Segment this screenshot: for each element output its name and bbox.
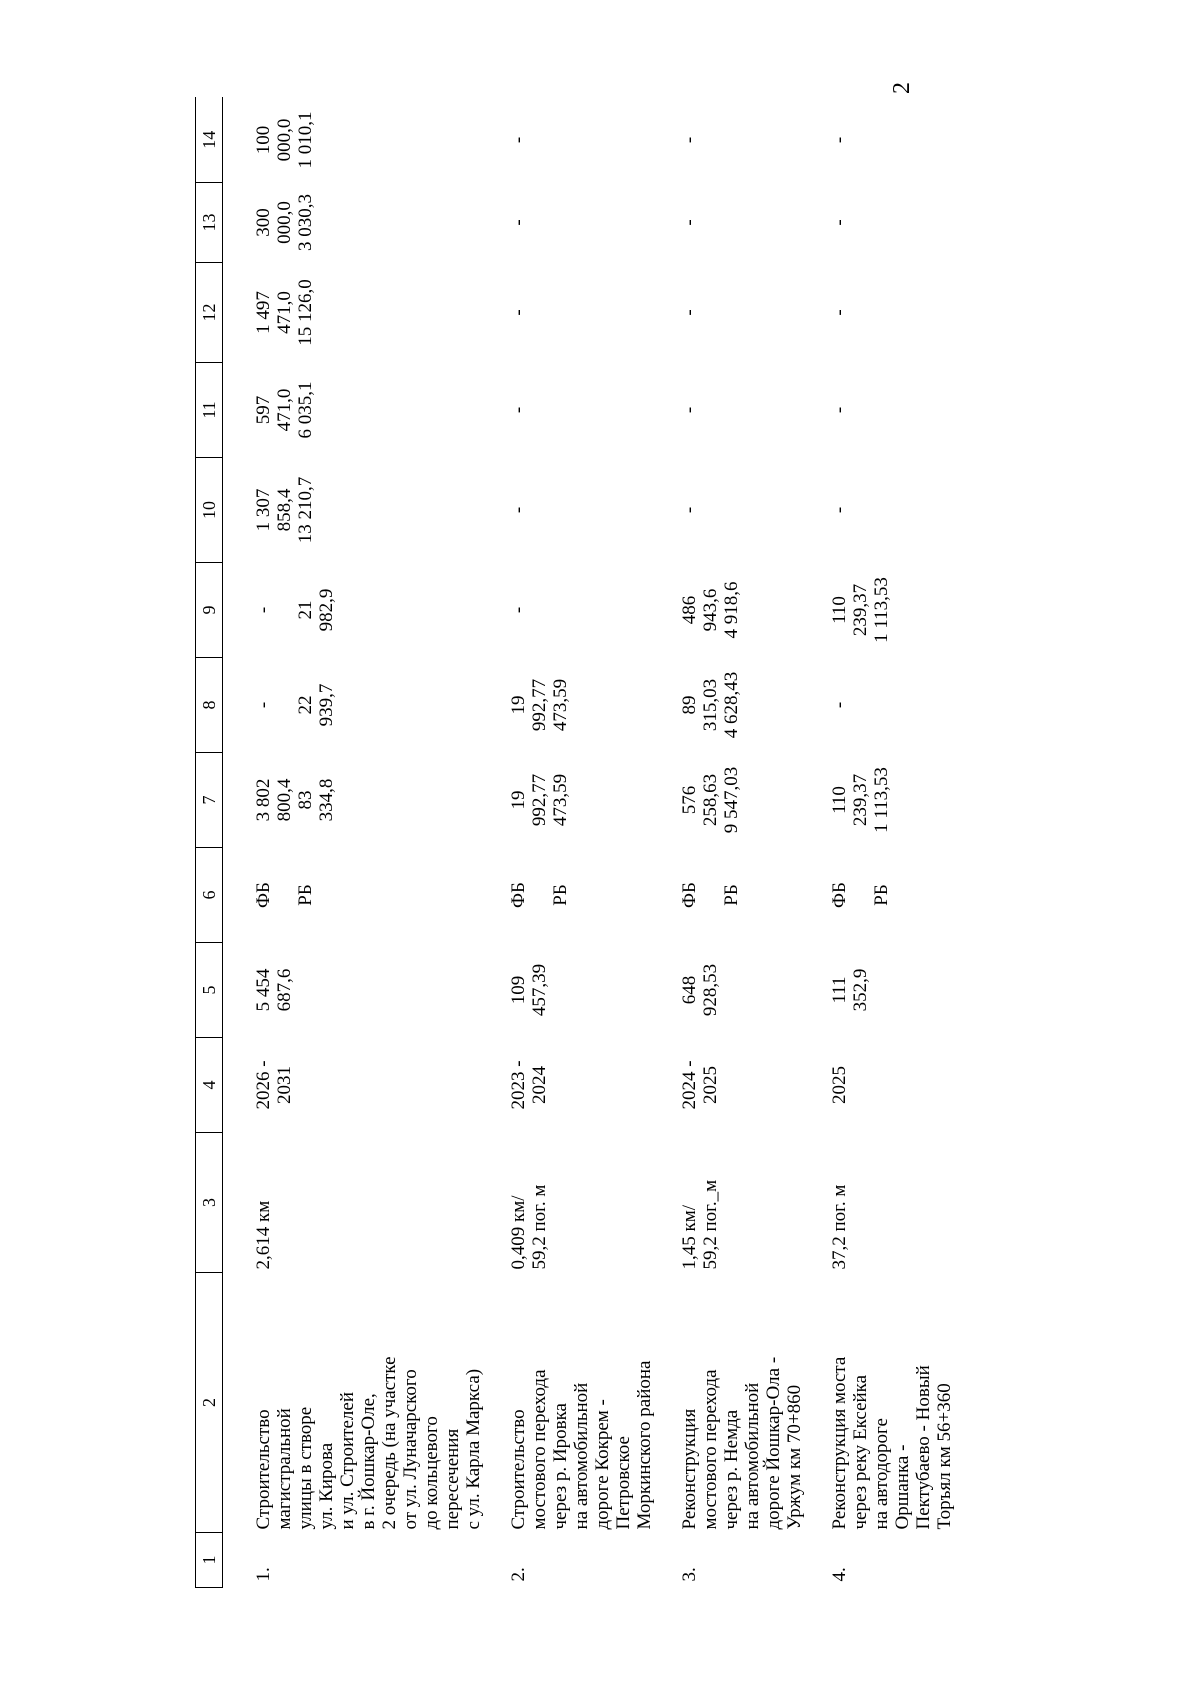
object-name-line: Петровское xyxy=(613,1436,634,1530)
construction-years-line: 2024 - xyxy=(679,1060,700,1110)
value-block xyxy=(550,101,592,180)
value-line: 239,37 xyxy=(850,583,871,637)
value-cell-c13 xyxy=(484,183,655,263)
value-line: 992,77 xyxy=(529,678,550,732)
value-block xyxy=(295,266,337,360)
value-line: 3 030,3 xyxy=(295,194,316,251)
value-block xyxy=(871,366,913,455)
funding-source xyxy=(805,848,955,943)
page-number: 2 xyxy=(889,82,915,94)
value-block xyxy=(550,461,592,560)
total-cost xyxy=(484,943,655,1038)
col-header-3: 3 xyxy=(196,1133,223,1273)
funding-source-label: ФБ xyxy=(679,882,700,908)
value-line: - xyxy=(253,606,274,614)
value-block xyxy=(508,461,550,560)
value-cell-c14 xyxy=(655,98,805,183)
construction-years-line: 2025 xyxy=(829,1066,850,1104)
value-block xyxy=(871,461,913,560)
value-cell-c14 xyxy=(484,98,655,183)
funding-source-label: РБ xyxy=(871,884,892,906)
value-cell-c10 xyxy=(805,458,955,563)
row-number: 3. xyxy=(679,1567,700,1582)
value-block xyxy=(550,366,592,455)
value-block xyxy=(295,461,337,560)
object-length xyxy=(223,1133,485,1273)
col-header-9: 9 xyxy=(196,563,223,658)
value-line: 486 xyxy=(679,595,700,625)
value-line: 1 113,53 xyxy=(871,767,892,833)
value-block xyxy=(679,366,721,455)
value-block xyxy=(721,186,763,260)
col-header-4: 4 xyxy=(196,1038,223,1133)
value-block xyxy=(508,566,550,655)
value-line: 800,4 xyxy=(274,778,295,822)
row-number: 1. xyxy=(253,1567,274,1582)
object-name-line: Пектубаево - Новый xyxy=(913,1365,934,1530)
value-line: 21 xyxy=(295,600,316,620)
value-line: 982,9 xyxy=(316,588,337,632)
value-line: 471,0 xyxy=(274,291,295,334)
value-line: - xyxy=(679,406,700,414)
funding-source-label: ФБ xyxy=(253,882,274,908)
object-name-line: на автодороге xyxy=(871,1418,892,1530)
value-block xyxy=(829,756,871,845)
object-name-line: Реконструкция xyxy=(679,1408,700,1530)
value-block xyxy=(829,366,871,455)
value-line: 858,4 xyxy=(274,488,295,532)
funding-source-label: ФБ xyxy=(508,882,529,908)
value-cell-c12 xyxy=(805,263,955,363)
value-block xyxy=(253,661,295,750)
object-name-line: в г. Йошкар-Оле, xyxy=(358,1393,379,1530)
value-cell-c9 xyxy=(805,563,955,658)
value-block xyxy=(253,186,295,260)
value-block xyxy=(508,186,550,260)
value-line: - xyxy=(508,606,529,614)
construction-years-line: 2025 xyxy=(700,1066,721,1104)
value-cell-c11 xyxy=(223,363,485,458)
value-line: 3 802 xyxy=(253,778,274,822)
value-line: 576 xyxy=(679,785,700,815)
value-line: 9 547,03 xyxy=(721,766,742,834)
object-name-line: через реку Ексейка xyxy=(850,1374,871,1530)
financing-table xyxy=(195,98,955,1589)
value-block xyxy=(550,661,592,750)
funding-source xyxy=(484,848,655,943)
total-cost-line: 648 xyxy=(679,975,700,1005)
value-block xyxy=(679,756,721,845)
table-row xyxy=(655,98,805,1588)
value-line: 89 xyxy=(679,695,700,715)
value-block xyxy=(295,756,337,845)
value-cell-c14 xyxy=(805,98,955,183)
value-block xyxy=(295,366,337,455)
value-block xyxy=(508,266,550,360)
value-line: - xyxy=(508,309,529,316)
value-line: 471,0 xyxy=(274,388,295,432)
total-cost-line: 352,9 xyxy=(850,968,871,1012)
value-line: 4 628,43 xyxy=(721,671,742,739)
value-cell-c8 xyxy=(655,658,805,753)
object-name-line: до кольцевого xyxy=(421,1416,442,1530)
value-cell-c7 xyxy=(805,753,955,848)
value-block xyxy=(829,186,871,260)
value-block xyxy=(829,266,871,360)
value-block xyxy=(871,101,913,180)
construction-years-line: 2031 xyxy=(274,1066,295,1104)
value-block xyxy=(253,366,295,455)
value-line: 83 xyxy=(295,790,316,810)
object-name-line: на автомобильной xyxy=(742,1382,763,1530)
value-block xyxy=(871,186,913,260)
value-line: - xyxy=(508,406,529,414)
object-name xyxy=(805,1273,955,1533)
funding-source-label: ФБ xyxy=(829,882,850,908)
object-name xyxy=(484,1273,655,1533)
table-row xyxy=(805,98,955,1588)
value-block xyxy=(679,186,721,260)
value-block xyxy=(871,266,913,360)
value-line: 315,03 xyxy=(700,678,721,732)
object-name-line: с ул. Карла Маркса) xyxy=(463,1368,484,1530)
value-block xyxy=(721,756,763,845)
value-block xyxy=(679,461,721,560)
value-cell-c13 xyxy=(223,183,485,263)
value-line: 000,0 xyxy=(274,118,295,162)
value-block xyxy=(295,661,337,750)
value-line: 1 113,53 xyxy=(871,577,892,643)
construction-years xyxy=(805,1038,955,1133)
value-cell-c13 xyxy=(655,183,805,263)
value-cell-c8 xyxy=(805,658,955,753)
object-name-line: Оршанка - xyxy=(892,1444,913,1530)
value-line: 000,0 xyxy=(274,201,295,244)
value-cell-c10 xyxy=(655,458,805,563)
col-header-1: 1 xyxy=(196,1533,223,1588)
value-block xyxy=(550,566,592,655)
col-header-13: 13 xyxy=(196,183,223,263)
col-header-6: 6 xyxy=(196,848,223,943)
object-name xyxy=(655,1273,805,1533)
total-cost-line: 928,53 xyxy=(700,963,721,1017)
value-cell-c13 xyxy=(805,183,955,263)
value-block xyxy=(679,101,721,180)
table-row xyxy=(223,98,485,1588)
construction-years-line: 2026 - xyxy=(253,1060,274,1110)
value-line: - xyxy=(829,701,850,709)
value-line: 6 035,1 xyxy=(295,381,316,439)
total-cost xyxy=(805,943,955,1038)
value-cell-c7 xyxy=(223,753,485,848)
value-block xyxy=(721,366,763,455)
object-name-line: и ул. Строителей xyxy=(337,1391,358,1530)
row-number: 4. xyxy=(829,1567,850,1582)
value-line: - xyxy=(679,309,700,316)
value-block xyxy=(721,461,763,560)
value-block xyxy=(829,101,871,180)
col-header-7: 7 xyxy=(196,753,223,848)
object-name-line: пересечения xyxy=(442,1428,463,1530)
object-name-line: ул. Кирова xyxy=(316,1442,337,1530)
value-block xyxy=(253,566,295,655)
funding-source xyxy=(655,848,805,943)
col-header-11: 11 xyxy=(196,363,223,458)
value-block xyxy=(721,661,763,750)
rotated-table-container xyxy=(195,98,955,1588)
value-block xyxy=(295,566,337,655)
col-header-10: 10 xyxy=(196,458,223,563)
value-cell-c10 xyxy=(484,458,655,563)
object-name-line: 2 очередь (на участке xyxy=(379,1356,400,1530)
value-line: 1 307 xyxy=(253,488,274,532)
value-line: - xyxy=(508,506,529,514)
value-line: 110 xyxy=(829,786,850,814)
total-cost xyxy=(655,943,805,1038)
funding-source-label: РБ xyxy=(550,884,571,906)
row-number: 2. xyxy=(508,1567,529,1582)
object-name-line: Строительство xyxy=(508,1409,529,1530)
value-cell-c7 xyxy=(484,753,655,848)
value-line: 939,7 xyxy=(316,683,337,727)
total-cost-line: 457,39 xyxy=(529,963,550,1017)
value-line: - xyxy=(508,136,529,144)
value-block xyxy=(871,756,913,845)
value-cell-c8 xyxy=(484,658,655,753)
value-line: - xyxy=(679,219,700,226)
value-block xyxy=(679,266,721,360)
value-block xyxy=(679,661,721,750)
construction-years xyxy=(223,1038,485,1133)
value-block xyxy=(829,461,871,560)
value-cell-c12 xyxy=(484,263,655,363)
funding-source xyxy=(223,848,485,943)
construction-years-line: 2024 xyxy=(529,1066,550,1104)
value-block xyxy=(508,661,550,750)
value-block xyxy=(829,661,871,750)
construction-years xyxy=(484,1038,655,1133)
col-header-5: 5 xyxy=(196,943,223,1038)
value-block xyxy=(871,566,913,655)
funding-source-label: РБ xyxy=(295,884,316,906)
value-block xyxy=(508,101,550,180)
value-cell-c14 xyxy=(223,98,485,183)
object-length-line: 59,2 пог. м xyxy=(529,1184,550,1270)
construction-years-line: 2023 - xyxy=(508,1060,529,1110)
object-name-line: дороге Йошкар-Ола - xyxy=(763,1356,784,1530)
object-name-line: на автомобильной xyxy=(571,1382,592,1530)
object-length-line: 37,2 пог. м xyxy=(829,1184,850,1270)
object-name-line: от ул. Луначарского xyxy=(400,1369,421,1530)
value-block xyxy=(871,661,913,750)
value-block xyxy=(295,101,337,180)
value-cell-c10 xyxy=(223,458,485,563)
value-line: 13 210,7 xyxy=(295,476,316,544)
value-line: - xyxy=(829,219,850,226)
value-cell-c8 xyxy=(223,658,485,753)
value-cell-c11 xyxy=(484,363,655,458)
value-cell-c9 xyxy=(655,563,805,658)
object-name-line: Реконструкция моста xyxy=(829,1356,850,1530)
value-block xyxy=(253,461,295,560)
value-line: 473,59 xyxy=(550,773,571,827)
value-block xyxy=(679,566,721,655)
col-header-2: 2 xyxy=(196,1273,223,1533)
object-name-line: Торъял км 56+360 xyxy=(934,1383,955,1530)
value-block xyxy=(253,101,295,180)
object-length-line: 0,409 км/ xyxy=(508,1195,529,1270)
value-line: 19 xyxy=(508,695,529,715)
value-cell-c11 xyxy=(655,363,805,458)
object-length-line: 2,614 км xyxy=(253,1200,274,1270)
value-line: 334,8 xyxy=(316,778,337,822)
object-name-line: Уржум км 70+860 xyxy=(784,1384,805,1530)
value-line: - xyxy=(829,406,850,414)
value-block xyxy=(829,566,871,655)
value-line: - xyxy=(829,136,850,144)
value-block xyxy=(721,101,763,180)
object-name-line: Строительство xyxy=(253,1409,274,1530)
table-body xyxy=(223,98,956,1588)
object-name-line: через р. Ировка xyxy=(550,1403,571,1530)
funding-source-label: РБ xyxy=(721,884,742,906)
value-line: - xyxy=(253,701,274,709)
total-cost xyxy=(223,943,485,1038)
object-name-line: мостового перехода xyxy=(700,1369,721,1530)
value-line: 19 xyxy=(508,790,529,810)
total-cost-line: 109 xyxy=(508,975,529,1005)
col-header-14: 14 xyxy=(196,98,223,183)
value-block xyxy=(253,266,295,360)
col-header-8: 8 xyxy=(196,658,223,753)
value-line: - xyxy=(829,506,850,514)
total-cost-line: 111 xyxy=(829,976,850,1004)
value-cell-c12 xyxy=(223,263,485,363)
object-length-line: 1,45 км/ xyxy=(679,1204,700,1270)
object-length-line: 59,2 пог._м xyxy=(700,1179,721,1270)
value-line: 15 126,0 xyxy=(295,279,316,346)
object-name-line: мостового перехода xyxy=(529,1369,550,1530)
value-block xyxy=(508,366,550,455)
value-line: 110 xyxy=(829,596,850,624)
object-name xyxy=(223,1273,485,1533)
value-line: 300 xyxy=(253,208,274,237)
header-row xyxy=(196,98,223,1588)
value-line: 258,63 xyxy=(700,773,721,827)
value-line: 100 xyxy=(253,125,274,155)
object-name-line: улицы в створе xyxy=(295,1406,316,1530)
value-cell-c9 xyxy=(223,563,485,658)
value-line: 992,77 xyxy=(529,773,550,827)
total-cost-line: 5 454 xyxy=(253,968,274,1012)
object-name-line: через р. Немда xyxy=(721,1409,742,1530)
value-line: 22 xyxy=(295,695,316,715)
value-line: 943,6 xyxy=(700,588,721,632)
value-line: 473,59 xyxy=(550,678,571,732)
value-cell-c12 xyxy=(655,263,805,363)
value-line: - xyxy=(679,136,700,144)
value-line: - xyxy=(508,219,529,226)
value-line: - xyxy=(679,506,700,514)
col-header-12: 12 xyxy=(196,263,223,363)
value-block xyxy=(721,266,763,360)
value-block xyxy=(295,186,337,260)
value-cell-c9 xyxy=(484,563,655,658)
total-cost-line: 687,6 xyxy=(274,968,295,1012)
object-length xyxy=(655,1133,805,1273)
value-block xyxy=(721,566,763,655)
value-line: - xyxy=(829,309,850,316)
value-line: 4 918,6 xyxy=(721,581,742,639)
value-block xyxy=(550,186,592,260)
value-line: 597 xyxy=(253,395,274,425)
value-block xyxy=(253,756,295,845)
value-block xyxy=(550,266,592,360)
value-line: 239,37 xyxy=(850,773,871,827)
value-cell-c7 xyxy=(655,753,805,848)
value-line: 1 497 xyxy=(253,291,274,334)
table-row xyxy=(484,98,655,1588)
value-block xyxy=(550,756,592,845)
value-cell-c11 xyxy=(805,363,955,458)
value-line: 1 010,1 xyxy=(295,111,316,169)
construction-years xyxy=(655,1038,805,1133)
value-block xyxy=(508,756,550,845)
object-length xyxy=(805,1133,955,1273)
object-name-line: Моркинского района xyxy=(634,1360,655,1530)
object-name-line: дороге Кокрем - xyxy=(592,1399,613,1530)
object-length xyxy=(484,1133,655,1273)
object-name-line: магистральной xyxy=(274,1408,295,1530)
